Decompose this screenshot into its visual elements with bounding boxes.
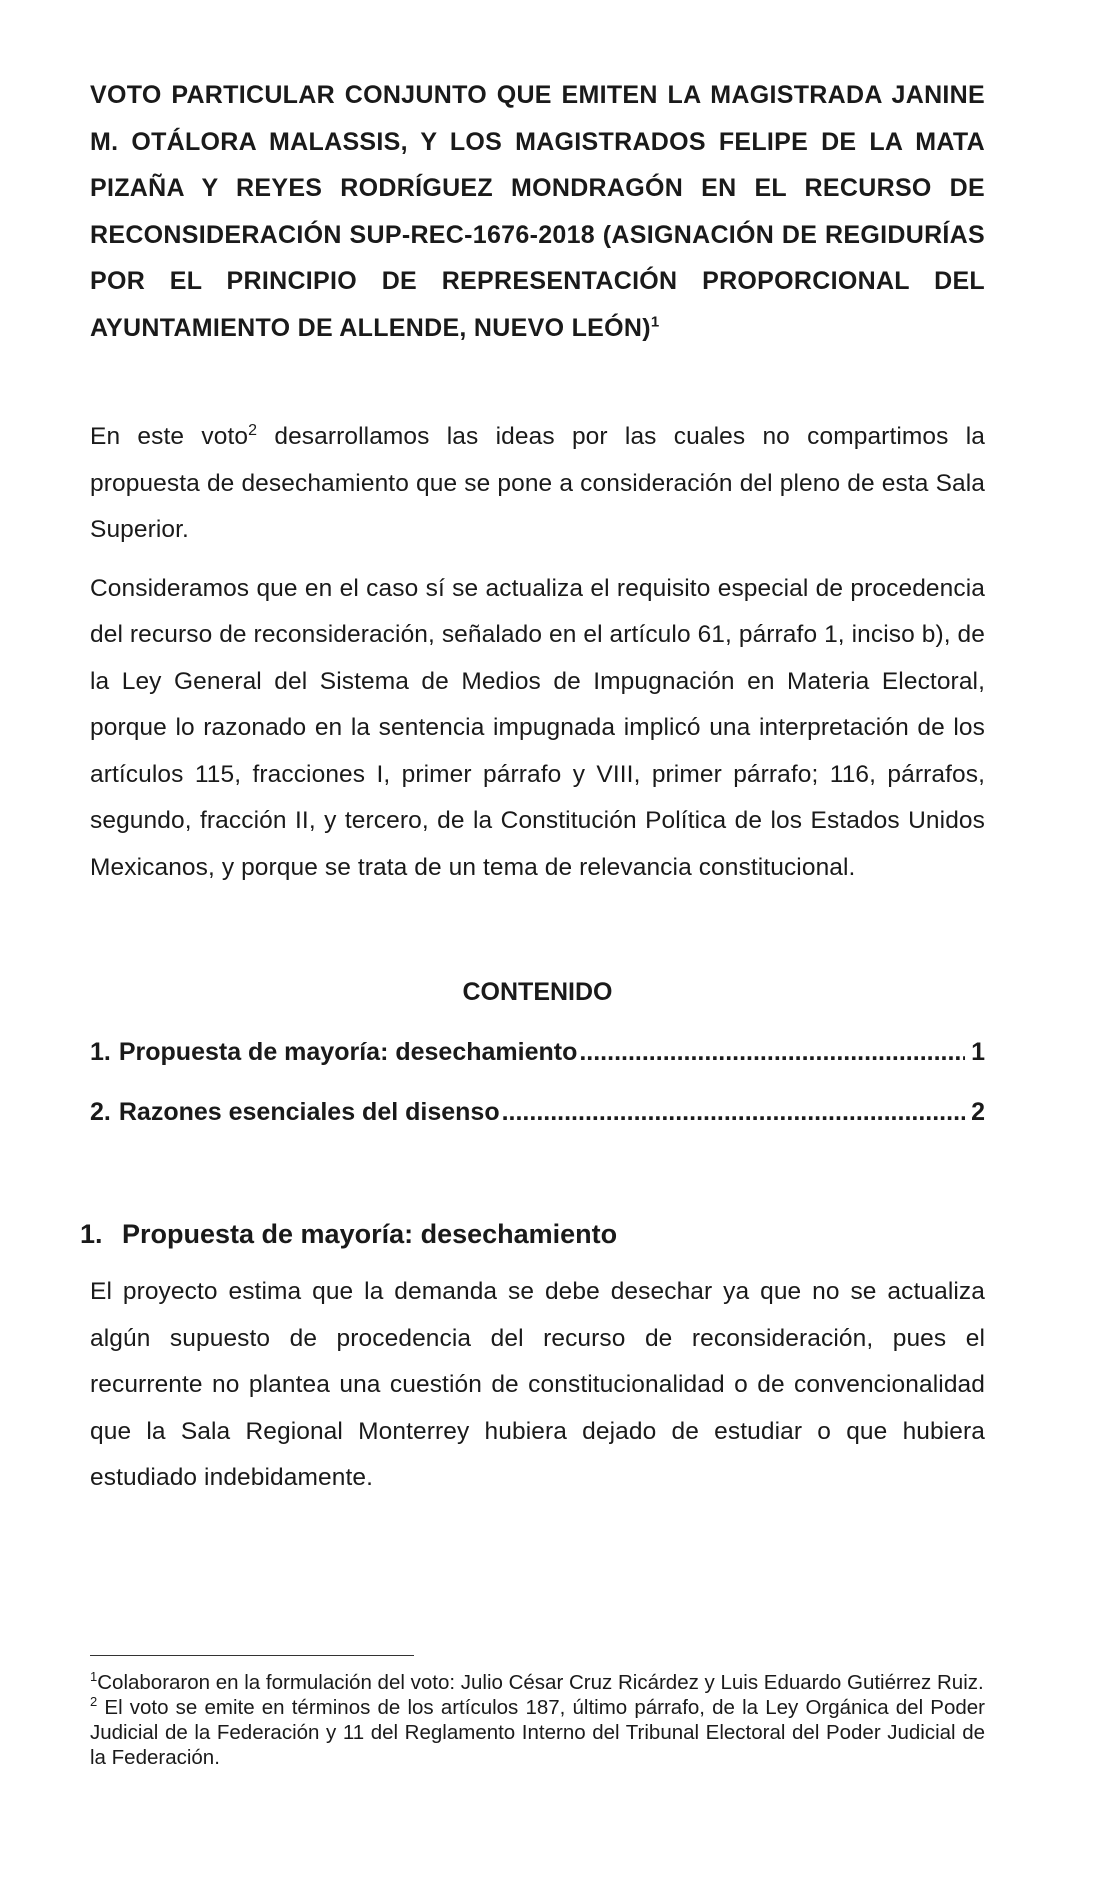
- toc-entry-number: 2.: [90, 1098, 111, 1126]
- toc-entry-label: Razones esenciales del disenso: [118, 1098, 500, 1126]
- intro-text-start: En este voto: [90, 423, 249, 450]
- toc-dot-leader: [502, 1089, 966, 1135]
- footnote-1: [90, 1670, 985, 1695]
- toc-entry-1[interactable]: [90, 1029, 985, 1075]
- toc-entry-2[interactable]: [90, 1089, 985, 1135]
- toc-entry-page: 1: [971, 1038, 985, 1066]
- toc-entry-page: 2: [971, 1098, 985, 1126]
- footnote-1-marker: 1: [90, 1669, 98, 1685]
- section-1-title: Propuesta de mayoría: desechamiento: [122, 1219, 618, 1249]
- document-title: [90, 72, 985, 351]
- toc-entry-number: 1.: [90, 1038, 111, 1066]
- section-1-number: 1.: [80, 1219, 103, 1249]
- toc-dot-leader: [579, 1029, 965, 1075]
- toc-entry-label: Propuesta de mayoría: desechamiento: [118, 1038, 578, 1066]
- footnotes: [90, 1670, 985, 1770]
- footnote-2: [90, 1695, 985, 1770]
- footnote-1-text: Colaboraron en la formulación del voto: Julio César Cruz Ricárdez y Luis Eduardo Gutiérrez Ruiz.: [97, 1671, 984, 1694]
- section-1-body: El proyecto estima que la demanda se debe desechar ya que no se actualiza algún supuesto de procedencia del recurso de reconsideración, pues el recurrente no plantea una cuestión de constitucionalidad o de convencionalidad que la Sala Regional Monterrey hubiera dejado de estudiar o que hubiera estudiado indebidamente.: [90, 1278, 985, 1491]
- footnote-ref-2[interactable]: 2: [248, 421, 258, 439]
- footnote-2-marker: 2: [90, 1694, 98, 1710]
- intro-paragraph: [90, 414, 985, 554]
- footnote-divider: [90, 1655, 414, 1656]
- section-1-heading: [80, 1211, 985, 1257]
- intro-text-rest: desarrollamos las ideas por las cuales no compartimos la propuesta de desechamiento que se pone a consideración del pleno de esta Sala Superior.: [90, 423, 985, 543]
- footnote-2-text: El voto se emite en términos de los artículos 187, último párrafo, de la Ley Orgánica del Poder Judicial de la Federación y 11 del Reglamento Interno del Tribunal Electoral del Poder Judicial de la Federación.: [90, 1696, 985, 1769]
- document-title-text: VOTO PARTICULAR CONJUNTO QUE EMITEN LA MAGISTRADA JANINE M. OTÁLORA MALASSIS, Y LOS MAGISTRADOS FELIPE DE LA MATA PIZAÑA Y REYES RODRÍGUEZ MONDRAGÓN EN EL RECURSO DE RECONSIDERACIÓN SUP-REC-1676-2018 (ASIGNACIÓN DE REGIDURÍAS POR EL PRINCIPIO DE REPRESENTACIÓN PROPORCIONAL DEL AYUNTAMIENTO DE ALLENDE, NUEVO LEÓN): [90, 81, 985, 342]
- toc-heading: CONTENIDO: [462, 978, 613, 1006]
- document-page: [80, 72, 986, 1502]
- footnote-ref-1[interactable]: 1: [650, 313, 660, 331]
- second-paragraph: Consideramos que en el caso sí se actualiza el requisito especial de procedencia del recurso de reconsideración, señalado en el artículo 61, párrafo 1, inciso b), de la Ley General del Sistema de Medios de Impugnación en Materia Electoral, porque lo razonado en la sentencia impugnada implicó una interpretación de los artículos 115, fracciones I, primer párrafo y VIII, primer párrafo; 116, párrafos, segundo, fracción II, y tercero, de la Constitución Política de los Estados Unidos Mexicanos, y porque se trata de un tema de relevancia constitucional.: [90, 574, 986, 881]
